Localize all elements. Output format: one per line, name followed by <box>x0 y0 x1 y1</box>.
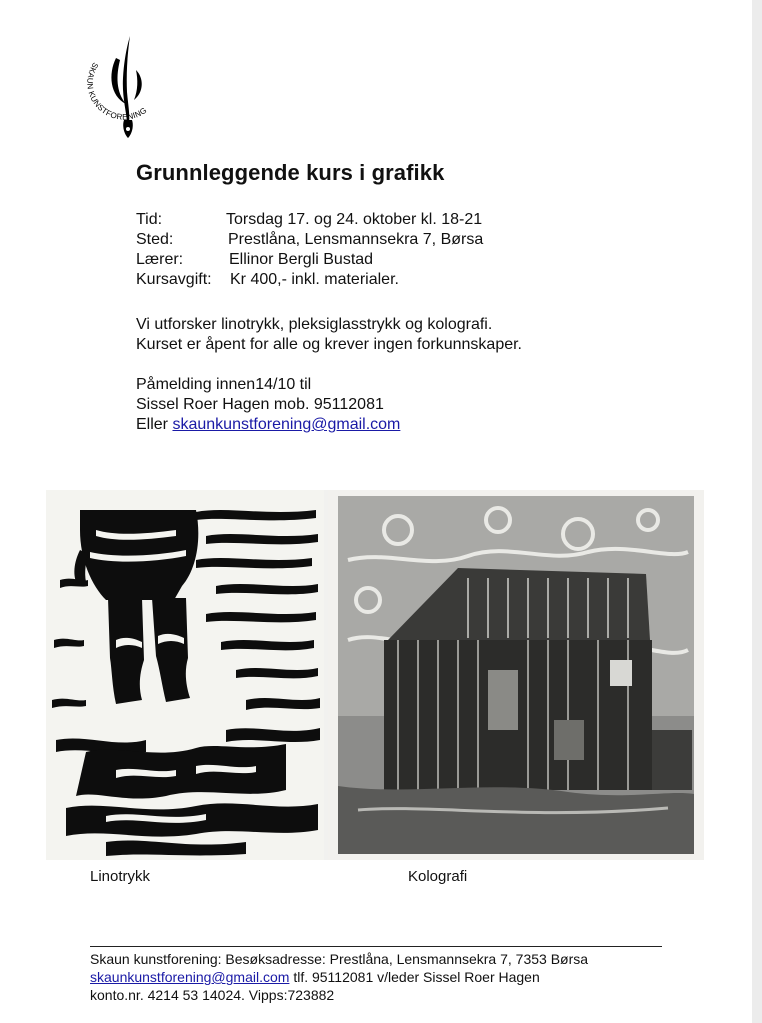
footer-phone: tlf. 95112081 v/leder Sissel Roer Hagen <box>293 969 540 985</box>
info-value: Torsdag 17. og 24. oktober kl. 18-21 <box>226 211 483 228</box>
footer-email-link[interactable]: skaunkunstforening@gmail.com <box>90 969 290 985</box>
info-value: Prestlåna, Lensmannsekra 7, Børsa <box>228 231 484 248</box>
brush-flame-logo-icon <box>86 30 166 140</box>
registration-deadline: Påmelding innen14/10 til <box>136 376 312 393</box>
info-row-place <box>136 230 483 250</box>
info-label: Sted: <box>136 231 174 248</box>
description-line: Vi utforsker linotrykk, pleksiglasstrykk og kolografi. <box>136 316 493 333</box>
registration <box>136 375 400 435</box>
page-edge <box>752 0 762 1023</box>
info-row-time <box>136 210 483 230</box>
footer-address: Skaun kunstforening: Besøksadresse: Prestlåna, Lensmannsekra 7, 7353 Børsa <box>90 951 589 967</box>
footer-contact <box>90 968 588 986</box>
registration-email-link[interactable]: skaunkunstforening@gmail.com <box>172 416 401 433</box>
registration-contact: Sissel Roer Hagen mob. 95112081 <box>136 396 384 413</box>
info-value: Kr 400,- inkl. materialer. <box>230 271 399 288</box>
logo <box>86 30 166 140</box>
logo-text: SKAUN KUNSTFORENING <box>86 60 149 122</box>
course-info <box>136 210 483 290</box>
description-line: Kurset er åpent for alle og krever ingen forkunnskaper. <box>136 336 522 353</box>
caption-linocut: Linotrykk <box>90 868 151 885</box>
info-row-fee <box>136 270 483 290</box>
registration-prefix: Eller <box>136 416 169 433</box>
artwork-images <box>46 490 704 860</box>
info-row-teacher <box>136 250 483 270</box>
footer-account: konto.nr. 4214 53 14024. Vipps:723882 <box>90 987 335 1003</box>
footer-divider <box>90 946 662 947</box>
registration-email-line <box>136 415 400 435</box>
collagraph-image <box>328 490 704 860</box>
info-label: Kursavgift: <box>136 271 212 288</box>
caption-collagraph: Kolografi <box>408 868 468 885</box>
info-label: Lærer: <box>136 251 184 268</box>
linocut-image <box>46 490 324 860</box>
info-value: Ellinor Bergli Bustad <box>229 251 374 268</box>
description <box>136 315 522 355</box>
page-title: Grunnleggende kurs i grafikk <box>136 160 445 185</box>
info-label: Tid: <box>136 211 163 228</box>
footer <box>90 950 588 1004</box>
